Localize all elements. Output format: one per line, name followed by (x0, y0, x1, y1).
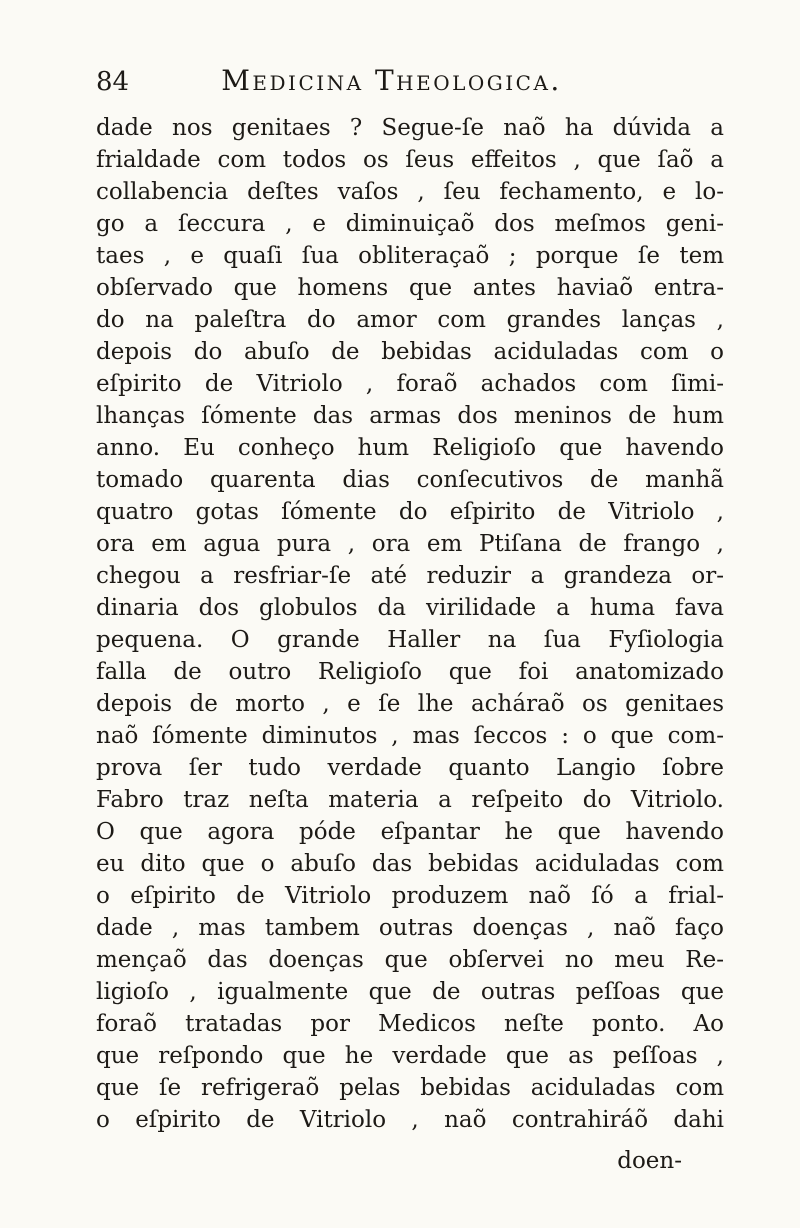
text-line: ora em agua pura , ora em Ptiſana de frango , (96, 531, 724, 557)
catchword: doen- (617, 1148, 682, 1174)
text-line: dade nos genitaes ? Segue-ſe naõ ha dúvida a (96, 115, 724, 141)
text-line: Fabro traz neſta materia a reſpeito do Vitriolo. (96, 787, 724, 813)
text-line: lhanças ſómente das armas dos meninos de hum (96, 403, 724, 429)
page-number: 84 (96, 67, 130, 97)
text-line: que reſpondo que he verdade que as peſſoas , (96, 1043, 724, 1069)
text-line: eſpirito de Vitriolo , foraõ achados com ſimi- (96, 371, 724, 397)
text-line: o eſpirito de Vitriolo produzem naõ ſó a frial- (96, 883, 724, 909)
catchword-row (96, 1148, 724, 1174)
text-line: quatro gotas ſómente do eſpirito de Vitriolo , (96, 499, 724, 525)
text-line: o eſpirito de Vitriolo , naõ contrahiráõ dahi (96, 1107, 724, 1133)
text-line: falla de outro Religioſo que foi anatomizado (96, 659, 724, 685)
text-line: depois de morto , e ſe lhe acháraõ os genitaes (96, 691, 724, 717)
text-line: que ſe refrigeraõ pelas bebidas aciduladas com (96, 1075, 724, 1101)
text-line: eu dito que o abuſo das bebidas aciduladas com (96, 851, 724, 877)
text-line: foraõ tratadas por Medicos neſte ponto. Ao (96, 1011, 724, 1037)
text-line: pequena. O grande Haller na ſua Fyſiologia (96, 627, 724, 653)
text-line: dinaria dos globulos da virilidade a huma fava (96, 595, 724, 621)
text-line: mençaõ das doenças que obſervei no meu Re- (96, 947, 724, 973)
text-line: chegou a resfriar-ſe até reduzir a grandeza or- (96, 563, 724, 589)
text-line: naõ ſómente diminutos , mas ſeccos : o que com- (96, 723, 724, 749)
text-line: tomado quarenta dias conſecutivos de manhã (96, 467, 724, 493)
page-header (96, 64, 724, 97)
text-line: collabencia deſtes vaſos , ſeu fechamento, e lo- (96, 179, 724, 205)
text-line: do na paleſtra do amor com grandes lanças , (96, 307, 724, 333)
text-line: depois do abuſo de bebidas aciduladas com o (96, 339, 724, 365)
body-text (96, 112, 724, 1136)
text-line: go a ſeccura , e diminuiçaõ dos meſmos geni- (96, 211, 724, 237)
text-line: frialdade com todos os ſeus effeitos , que ſaõ a (96, 147, 724, 173)
running-title: Medicina Theologica. (221, 64, 562, 97)
text-line: obſervado que homens que antes haviaõ entra- (96, 275, 724, 301)
text-line: prova ſer tudo verdade quanto Langio ſobre (96, 755, 724, 781)
text-line: ligioſo , igualmente que de outras peſſoas que (96, 979, 724, 1005)
text-line: O que agora póde eſpantar he que havendo (96, 819, 724, 845)
text-line: anno. Eu conheço hum Religioſo que havendo (96, 435, 724, 461)
text-line: taes , e quaſi ſua obliteraçaõ ; porque ſe tem (96, 243, 724, 269)
text-line: dade , mas tambem outras doenças , naõ faço (96, 915, 724, 941)
